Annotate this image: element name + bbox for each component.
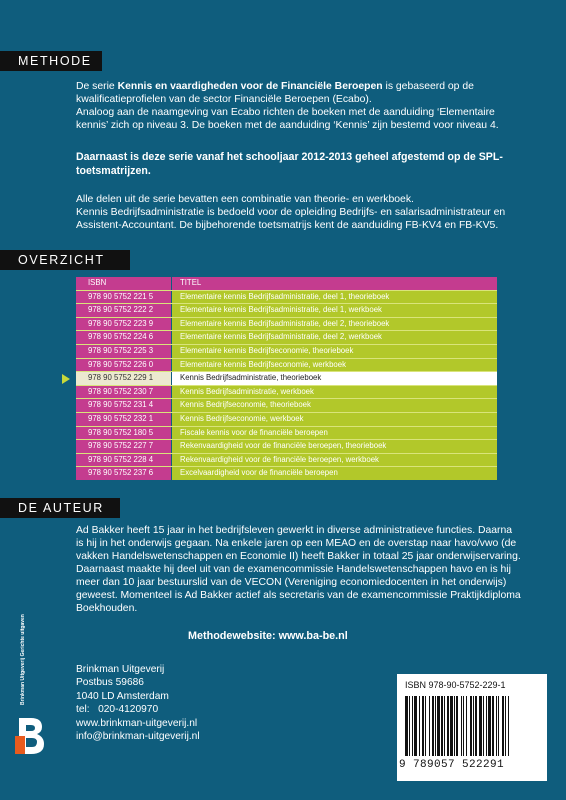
cell-titel: Elementaire kennis Bedrijfsadministratie, deel 2, werkboek xyxy=(180,332,382,342)
cell-isbn: 978 90 5752 224 6 xyxy=(76,331,172,344)
overview-table xyxy=(76,277,497,480)
cell-titel: Kennis Bedrijfseconomie, werkboek xyxy=(180,413,304,423)
barcode-bar xyxy=(502,696,504,756)
barcode-bar xyxy=(405,696,408,756)
isbn-label: ISBN 978-90-5752-229-1 xyxy=(405,680,506,690)
barcode-bar xyxy=(479,696,482,756)
table-row xyxy=(76,412,497,426)
methode-paragraph-3: Daarnaast is deze serie vanaf het schooljaar 2012-2013 geheel afgestemd op de SPL-toetsmatrijzen. xyxy=(76,151,503,177)
barcode-bar xyxy=(414,696,417,756)
cell-titel: Kennis Bedrijfsadministratie, theorieboek xyxy=(180,373,322,383)
cell-isbn: 978 90 5752 221 5 xyxy=(76,291,172,304)
table-row xyxy=(76,453,497,467)
cell-isbn: 978 90 5752 222 2 xyxy=(76,304,172,317)
table-row xyxy=(76,358,497,372)
isbn-barcode xyxy=(397,674,547,781)
cell-titel: Elementaire kennis Bedrijfseconomie, werkboek xyxy=(180,359,346,369)
table-row xyxy=(76,344,497,358)
publisher-contact xyxy=(76,663,200,743)
barcode-digits: 9 789057 522291 xyxy=(399,759,505,771)
highlight-arrow-icon xyxy=(62,374,70,384)
barcode-bar xyxy=(429,696,430,756)
cell-isbn: 978 90 5752 223 9 xyxy=(76,318,172,331)
publisher-tel: tel: 020-4120970 xyxy=(76,704,159,716)
cell-titel: Kennis Bedrijfsadministratie, werkboek xyxy=(180,386,314,396)
brinkman-logo-icon xyxy=(15,716,47,756)
cell-isbn: 978 90 5752 227 7 xyxy=(76,440,172,453)
cell-titel: Elementaire kennis Bedrijfsadministratie, deel 1, werkboek xyxy=(180,305,382,315)
barcode-bar xyxy=(422,696,424,756)
table-row xyxy=(76,398,497,412)
methode-heading xyxy=(0,51,102,71)
methode-paragraph-2: Analoog aan de naamgeving van Ecabo richten de boeken met de aanduiding ‘Elementaire kennis’ zich op niveau 3. De boeken met de aanduiding ‘Kennis’ zijn bestemd voor niveau 4. xyxy=(76,107,499,131)
table-row xyxy=(76,426,497,440)
table-body xyxy=(76,290,497,480)
cell-isbn: 978 90 5752 229 1 xyxy=(76,372,172,385)
barcode-bar xyxy=(486,696,487,756)
barcode-bar xyxy=(488,696,491,756)
barcode-bar xyxy=(505,696,506,756)
barcode-bar xyxy=(419,696,420,756)
cell-isbn: 978 90 5752 226 0 xyxy=(76,359,172,372)
publisher-name: Brinkman Uitgeverij xyxy=(76,664,165,675)
barcode-icon xyxy=(403,696,541,760)
methode-paragraph-4 xyxy=(76,193,516,232)
cell-isbn: 978 90 5752 232 1 xyxy=(76,413,172,426)
column-header-isbn: ISBN xyxy=(76,277,172,290)
barcode-bar xyxy=(473,696,474,756)
cell-titel: Kennis Bedrijfseconomie, theorieboek xyxy=(180,400,311,410)
overzicht-heading-text: OVERZICHT xyxy=(18,253,105,267)
methode-p1-post: is gebaseerd op de kwalificatieprofielen van de sector Financiële Beroepen (Ecabo). xyxy=(76,81,474,105)
cell-titel: Rekenvaardigheid voor de financiële beroepen, theorieboek xyxy=(180,441,387,451)
barcode-bar xyxy=(412,696,413,756)
auteur-heading-text: DE AUTEUR xyxy=(18,501,104,515)
table-row xyxy=(76,330,497,344)
barcode-bar xyxy=(447,696,449,756)
barcode-bar xyxy=(498,696,499,756)
cell-titel: Elementaire kennis Bedrijfsadministratie, deel 2, theorieboek xyxy=(180,318,390,328)
cell-isbn: 978 90 5752 225 3 xyxy=(76,345,172,358)
cell-titel: Rekenvaardigheid voor de financiële beroepen, werkboek xyxy=(180,454,379,464)
barcode-bar xyxy=(508,696,509,756)
methode-heading-text: METHODE xyxy=(18,54,92,68)
barcode-bar xyxy=(409,696,410,756)
barcode-bar xyxy=(483,696,484,756)
cell-isbn: 978 90 5752 231 4 xyxy=(76,399,172,412)
barcode-bar xyxy=(435,696,436,756)
cell-isbn: 978 90 5752 230 7 xyxy=(76,386,172,399)
overzicht-heading xyxy=(0,250,130,270)
cell-titel: Elementaire kennis Bedrijfsadministratie, deel 1, theorieboek xyxy=(180,291,390,301)
barcode-bar xyxy=(463,696,464,756)
barcode-bar xyxy=(450,696,453,756)
methode-p5: Kennis Bedrijfsadministratie is bedoeld voor de opleiding Bedrijfs- en salarisadministrateur en Assistent-Accountant. De bijbehorende toetsmatrijs kent de aanduiding FB-KV4 en FB-KV5. xyxy=(76,207,506,231)
table-row xyxy=(76,303,497,317)
barcode-bar xyxy=(441,696,443,756)
barcode-bar xyxy=(475,696,477,756)
author-bio: Ad Bakker heeft 15 jaar in het bedrijfsleven gewerkt in diverse administratieve functies. Daarna is hij in het onderwijs gegaan. Na enkele jaren op een MEAO en de overstap naar havo/vwo (de vakken Handelswetenschappen en Economie II) heeft Bakker in totaal 25 jaar onderwijservaring. Daarnaast maakte hij deel uit van de examencommissie Handelswetenschappen havo en is hij meer dan 10 jaar bestuurslid van de VECON (Vereniging economiedocenten in het onderwijs) geweest. Momenteel is Ad Bakker actief als secretaris van de examencommissie Praktijkdiploma Boekhouden. xyxy=(76,525,521,614)
cell-titel: Fiscale kennis voor de financiële beroepen xyxy=(180,427,328,437)
barcode-bar xyxy=(496,696,497,756)
column-header-titel: TITEL xyxy=(180,278,202,287)
table-row xyxy=(76,466,497,480)
cell-isbn: 978 90 5752 228 4 xyxy=(76,454,172,467)
barcode-bar xyxy=(437,696,440,756)
table-row xyxy=(76,371,497,385)
table-row xyxy=(76,290,497,304)
methode-paragraph-1 xyxy=(76,80,506,132)
series-title: Kennis en vaardigheden voor de Financiële Beroepen xyxy=(117,81,383,92)
barcode-bar xyxy=(454,696,455,756)
method-website: Methodewebsite: www.ba-be.nl xyxy=(188,630,348,642)
auteur-heading xyxy=(0,498,120,518)
barcode-bar xyxy=(456,696,458,756)
table-row xyxy=(76,439,497,453)
table-row xyxy=(76,317,497,331)
table-row xyxy=(76,385,497,399)
barcode-bar xyxy=(466,696,467,756)
table-header xyxy=(76,277,497,290)
barcode-bar xyxy=(461,696,462,756)
cell-titel: Excelvaardigheid voor de financiële beroepen xyxy=(180,468,338,478)
methode-p1-pre: De serie xyxy=(76,81,118,92)
barcode-bar xyxy=(432,696,434,756)
cell-titel: Elementaire kennis Bedrijfseconomie, theorieboek xyxy=(180,345,354,355)
publisher-email[interactable]: info@brinkman-uitgeverij.nl xyxy=(76,731,200,743)
publisher-side-text: Brinkman Uitgeverij Gerichte uitgaven xyxy=(20,614,26,705)
cell-isbn: 978 90 5752 180 5 xyxy=(76,427,172,440)
barcode-bar xyxy=(425,696,426,756)
barcode-bar xyxy=(492,696,494,756)
methode-p4: Alle delen uit de serie bevatten een combinatie van theorie- en werkboek. xyxy=(76,194,414,205)
publisher-postbus: Postbus 59686 xyxy=(76,677,144,689)
cell-isbn: 978 90 5752 237 6 xyxy=(76,467,172,480)
publisher-city: 1040 LD Amsterdam xyxy=(76,690,169,702)
barcode-bar xyxy=(444,696,445,756)
barcode-bar xyxy=(470,696,472,756)
publisher-website[interactable]: www.brinkman-uitgeverij.nl xyxy=(76,717,198,729)
